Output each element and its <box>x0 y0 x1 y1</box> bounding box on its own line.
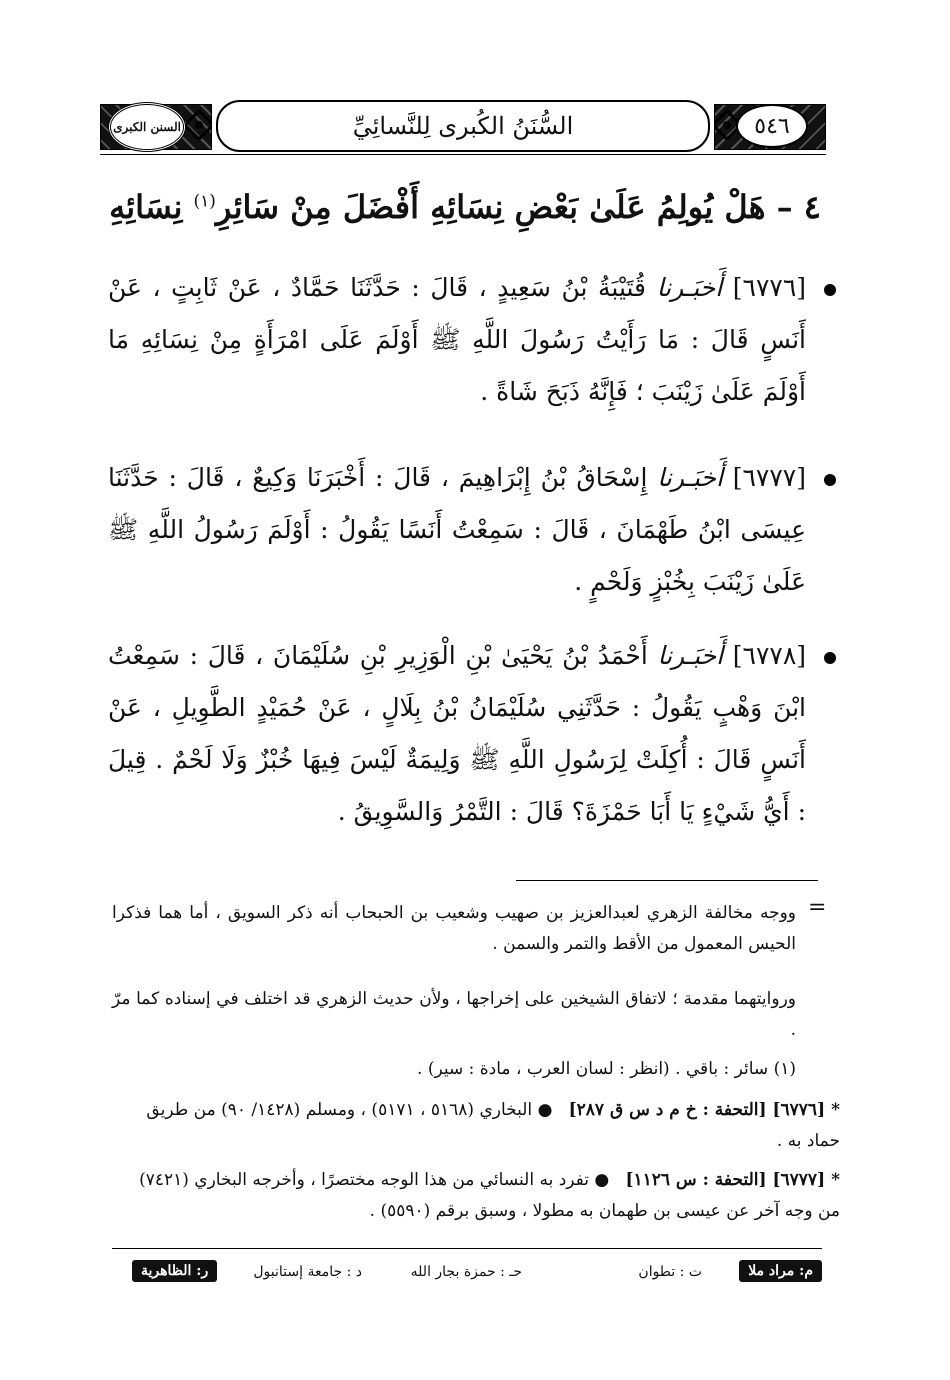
chapter-heading-end: نِسَائِهِ <box>109 188 183 226</box>
manuscript-r: ر: الظاهرية <box>132 1260 217 1282</box>
hadith-entry <box>108 452 828 608</box>
footer-rule <box>112 1248 822 1249</box>
footnote-ref: (١) <box>193 191 216 212</box>
manuscript-t: ت : تطوان <box>638 1264 702 1280</box>
manuscript-sources <box>112 1260 822 1290</box>
akhbarana-label: أَخبَـرنا <box>657 463 723 492</box>
hadith-number: [٦٧٧٨] <box>732 641 807 670</box>
manuscript-d: د : جامعة إستانبول <box>253 1264 362 1280</box>
header-rule <box>100 154 826 155</box>
hadith-text: أَحْمَدُ بْنُ يَحْيَىٰ بْنِ الْوَزِيرِ بْنِ سُلَيْمَانَ ، قَالَ : سَمِعْتُ ابْنَ وَهْبٍ يَقُولُ : حَدَّثَنِي سُلَيْمَانُ بْنُ بِلَالٍ ، عَنْ حُمَيْدٍ الطَّوِيلِ ، عَنْ أَنَسٍ قَالَ : أُكِلَتْ لِرَسُولِ اللَّهِ ﷺ وَلِيمَةٌ لَيْسَ فِيهَا خُبْزٌ وَلَا لَحْمٌ . قِيلَ : أَيُّ شَيْءٍ يَا أَبَا حَمْزَةَ؟ قَالَ : التَّمْرُ وَالسَّوِيقُ . <box>108 641 806 826</box>
hadith-entry <box>108 262 828 418</box>
page-number: ٥٤٦ <box>736 104 808 148</box>
bullet-icon <box>824 284 836 296</box>
bullet-icon <box>824 652 836 664</box>
medallion-text: السنن الكبرى <box>113 120 181 134</box>
star-icon: * <box>831 1170 840 1190</box>
hadith-text: إِسْحَاقُ بْنُ إِبْرَاهِيمَ ، قَالَ : أَخْبَرَنَا وَكِيعٌ ، قَالَ : حَدَّثَنَا عِيسَى ابْنُ طَهْمَانَ ، قَالَ : سَمِعْتُ أَنَسًا يَقُولُ : أَوْلَمَ رَسُولُ اللَّهِ ﷺ عَلَىٰ زَيْنَبَ بِخُبْزٍ وَلَحْمٍ . <box>108 463 806 596</box>
takhrij-text: ● البخاري (٥١٦٨ ، ٥١٧١) ، ومسلم (١٤٢٨/ ٩٠) من طريق حماد به . <box>146 1100 840 1151</box>
bullet-icon <box>824 474 836 486</box>
akhbarana-label: أَخبَـرنا <box>657 641 724 670</box>
hadith-number: [٦٧٧٦] <box>732 273 807 302</box>
book-logo-medallion <box>108 102 186 152</box>
book-title: السُّنَنُ الكُبرى لِلنَّسائِيِّ <box>216 100 710 152</box>
hadith-entry <box>108 630 828 838</box>
manuscript-m: م: مراد ملا <box>739 1260 822 1282</box>
star-icon: * <box>831 1100 840 1120</box>
akhbarana-label: أَخبَـرنا <box>656 273 723 302</box>
footnote-rule <box>516 880 818 881</box>
chapter-heading <box>100 188 830 226</box>
takhrij-ref: [٦٧٧٦] [التحفة : خ م د س ق ٢٨٧] <box>568 1100 826 1120</box>
takhrij-ref: [٦٧٧٧] [التحفة : س ١١٢٦] <box>625 1170 826 1190</box>
takhrij-text: ● تفرد به النسائي من هذا الوجه مختصرًا ، وأخرجه البخاري (٧٤٢١) من وجه آخر عن عيسى بن طهمان به مطولا ، وسبق برقم (٥٥٩٠) . <box>139 1170 840 1221</box>
running-header <box>100 100 826 152</box>
hadith-text: قُتَيْبَةُ بْنُ سَعِيدٍ ، قَالَ : حَدَّثَنَا حَمَّادٌ ، عَنْ ثَابِتٍ ، عَنْ أَنَسٍ قَالَ : مَا رَأَيْتُ رَسُولَ اللَّهِ ﷺ أَوْلَمَ عَلَى امْرَأَةٍ مِنْ نِسَائِهِ مَا أَوْلَمَ عَلَىٰ زَيْنَبَ ؛ فَإِنَّهُ ذَبَحَ شَاةً . <box>108 273 806 406</box>
manuscript-h: حـ : حمزة بجار الله <box>410 1264 522 1280</box>
takhrij-note <box>112 1095 840 1157</box>
footnote-1: (١) سائر : باقي . (انظر : لسان العرب ، مادة : سير) . <box>417 1059 796 1079</box>
knot-ornament-icon <box>186 110 212 140</box>
footnote-continued-a: ووجه مخالفة الزهري لعبدالعزيز بن صهيب وشعيب بن الحبحاب أنه ذكر السويق ، أما هما فذكرا الحيس المعمول من الأقط والتمر والسمن . <box>112 903 796 954</box>
hadith-number: [٦٧٧٧] <box>732 463 806 492</box>
continuation-mark: = <box>808 895 827 920</box>
footnote-continued-b: وروايتهما مقدمة ؛ لاتفاق الشيخين على إخراجها ، ولأن حديث الزهري قد اختلف في إسناده كما مرّ . <box>112 989 796 1040</box>
takhrij-note <box>112 1165 840 1227</box>
chapter-heading-text: ٤ – هَلْ يُولِمُ عَلَىٰ بَعْضِ نِسَائِهِ أَفْضَلَ مِنْ سَائِرِ <box>215 188 821 226</box>
